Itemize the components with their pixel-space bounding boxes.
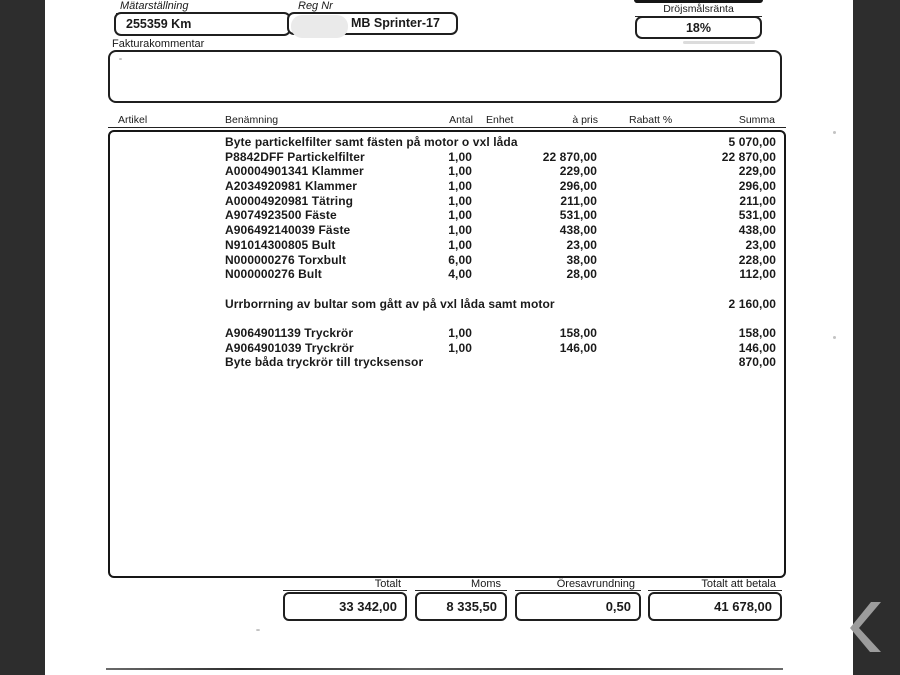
- table-row: [108, 208, 786, 223]
- cell-summa: 296,00: [738, 179, 776, 194]
- scan-noise: [683, 41, 755, 44]
- cell-antal: 1,00: [448, 208, 472, 223]
- cell-apris: 438,00: [559, 223, 597, 238]
- cell-benamning: A00004901341 Klammer: [225, 164, 364, 179]
- cell-apris: 146,00: [559, 340, 597, 355]
- table-header-rule: [108, 127, 786, 128]
- table-row: [108, 135, 786, 150]
- column-header-rabatt: Rabatt %: [629, 114, 673, 126]
- total-value: 33 342,00: [339, 599, 397, 614]
- cell-apris: 23,00: [566, 237, 597, 252]
- cell-antal: 1,00: [448, 223, 472, 238]
- cell-benamning: N000000276 Bult: [225, 267, 322, 282]
- total-box: [283, 592, 407, 621]
- table-row: [108, 179, 786, 194]
- vat-box: [415, 592, 507, 621]
- cell-summa: 870,00: [738, 355, 776, 370]
- cell-apris: 28,00: [566, 267, 597, 282]
- table-row: [108, 267, 786, 282]
- table-row: [108, 194, 786, 209]
- redaction-blob: [291, 15, 348, 38]
- cell-benamning: Urrborrning av bultar som gått av på vxl låda samt motor: [225, 296, 555, 311]
- cell-antal: 1,00: [448, 193, 472, 208]
- cell-benamning: N000000276 Torxbult: [225, 252, 347, 267]
- invoice-comment-box: [108, 50, 782, 103]
- reg-nr-box: [287, 12, 458, 35]
- bottom-horizontal-rule: [106, 668, 783, 670]
- right-letterbox-bar: [853, 0, 900, 675]
- cell-antal: 6,00: [448, 252, 472, 267]
- invoice-line-items: [108, 135, 786, 370]
- total-to-pay-box: [648, 592, 782, 621]
- table-row: [108, 341, 786, 356]
- meter-reading-box: [114, 12, 291, 36]
- table-row: [108, 355, 786, 370]
- cell-benamning: A00004920981 Tätring: [225, 193, 354, 208]
- cell-summa: 158,00: [738, 325, 776, 340]
- cell-apris: 229,00: [559, 164, 597, 179]
- scan-noise: [256, 629, 260, 631]
- column-header-summa: Summa: [738, 114, 775, 126]
- late-interest-box: [635, 16, 762, 39]
- column-header-a-pris: à pris: [572, 114, 598, 126]
- cell-benamning: P8842DFF Partickelfilter: [225, 149, 365, 164]
- table-row: [108, 326, 786, 341]
- reg-nr-label: Reg Nr: [294, 0, 347, 14]
- meter-reading-label: Mätarställning: [116, 0, 202, 14]
- invoice-comment-label: Fakturakommentar: [112, 38, 205, 50]
- cell-summa: 211,00: [739, 193, 776, 208]
- table-row: [108, 238, 786, 253]
- rounding-box: [515, 592, 641, 621]
- cell-antal: 4,00: [448, 267, 472, 282]
- table-row: [108, 164, 786, 179]
- cell-antal: 1,00: [448, 325, 472, 340]
- cell-summa: 438,00: [738, 223, 776, 238]
- cell-summa: 22 870,00: [721, 149, 776, 164]
- late-interest-label: Dröjsmålsränta: [635, 3, 762, 17]
- cell-summa: 229,00: [738, 164, 776, 179]
- cell-antal: 1,00: [448, 237, 472, 252]
- meter-reading-value: 255359 Km: [126, 17, 192, 31]
- cell-apris: 211,00: [560, 193, 597, 208]
- table-row: [108, 253, 786, 268]
- cell-summa: 112,00: [739, 267, 776, 282]
- cell-benamning: N91014300805 Bult: [225, 237, 336, 252]
- cell-benamning: Byte båda tryckrör till trycksensor: [225, 355, 424, 370]
- cell-summa: 228,00: [738, 252, 776, 267]
- column-header-artikel: Artikel: [118, 114, 148, 126]
- cell-summa: 146,00: [738, 340, 776, 355]
- cell-apris: 38,00: [566, 252, 597, 267]
- cell-benamning: A9064901139 Tryckrör: [225, 325, 354, 340]
- cell-benamning: A2034920981 Klammer: [225, 179, 357, 194]
- cell-apris: 22 870,00: [542, 149, 597, 164]
- scan-noise: [833, 336, 836, 339]
- table-row: [108, 297, 786, 312]
- cell-antal: 1,00: [448, 179, 472, 194]
- cell-benamning: A9074923500 Fäste: [225, 208, 337, 223]
- vat-label: Moms: [415, 578, 507, 591]
- column-header-enhet: Enhet: [486, 114, 514, 126]
- cell-summa: 5 070,00: [728, 135, 776, 149]
- cell-apris: 158,00: [559, 325, 597, 340]
- scan-noise: [119, 58, 122, 60]
- cell-summa: 2 160,00: [728, 296, 776, 311]
- cell-antal: 1,00: [448, 164, 472, 179]
- column-header-antal: Antal: [449, 114, 473, 126]
- cell-summa: 531,00: [738, 208, 776, 223]
- cell-benamning: Byte partickelfilter samt fästen på motor o vxl låda: [225, 135, 518, 149]
- cell-summa: 23,00: [745, 237, 776, 252]
- rounding-value: 0,50: [605, 599, 631, 614]
- vat-value: 8 335,50: [446, 599, 497, 614]
- watermark-x-icon: [845, 597, 883, 657]
- table-row: [108, 150, 786, 165]
- cell-apris: 296,00: [559, 179, 597, 194]
- cell-benamning: A906492140039 Fäste: [225, 223, 351, 238]
- total-to-pay-value: 41 678,00: [714, 599, 772, 614]
- column-header-benamning: Benämning: [225, 114, 279, 126]
- table-row: [108, 311, 786, 326]
- late-interest-value: 18%: [685, 20, 712, 35]
- cell-apris: 531,00: [559, 208, 597, 223]
- cell-antal: 1,00: [448, 149, 472, 164]
- cell-benamning: A9064901039 Tryckrör: [225, 340, 354, 355]
- table-row: [108, 282, 786, 297]
- total-label: Totalt: [283, 578, 407, 591]
- left-letterbox-bar: [0, 0, 45, 675]
- scan-noise: [833, 131, 836, 134]
- table-row: [108, 223, 786, 238]
- cell-antal: 1,00: [448, 340, 472, 355]
- reg-nr-value: MB Sprinter-17: [351, 16, 440, 30]
- rounding-label: Öresavrundning: [515, 578, 641, 591]
- total-to-pay-label: Totalt att betala: [648, 578, 782, 591]
